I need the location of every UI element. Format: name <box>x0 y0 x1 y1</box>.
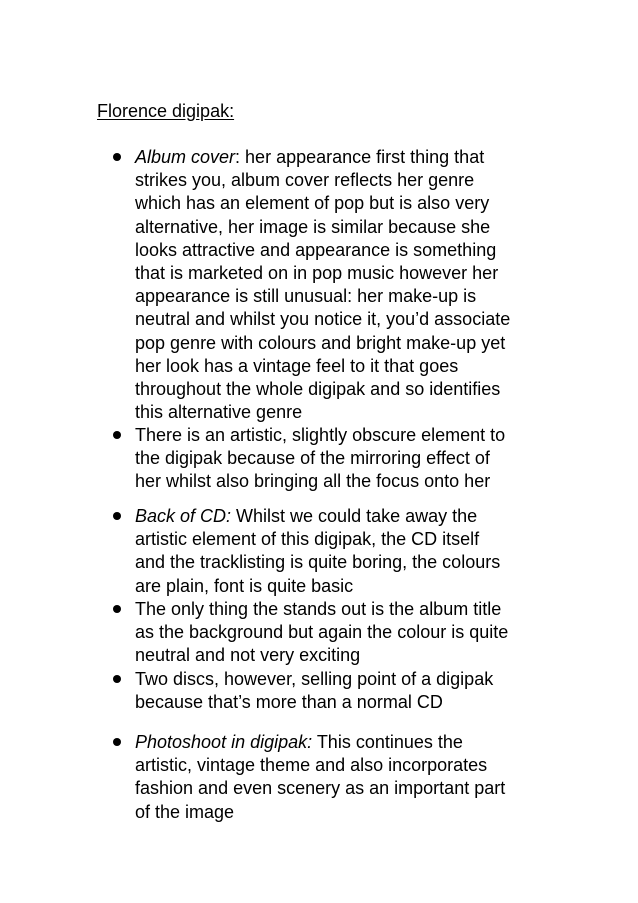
text-line: throughout the whole digipak and so identifies <box>135 378 501 399</box>
text-line: pop genre with colours and bright make-up yet <box>135 332 506 353</box>
text-line: Photoshoot in digipak: This continues the <box>135 732 463 752</box>
text-line: artistic element of this digipak, the CD itself <box>135 529 480 550</box>
text-line: that is marketed on in pop music however her <box>135 262 499 283</box>
text-line: appearance is still unusual: her make-up is <box>135 286 477 307</box>
text-line: as the background but again the colour is quite <box>135 622 509 643</box>
text-line: her whilst also bringing all the focus onto her <box>135 471 491 492</box>
text-line: and the tracklisting is quite boring, the colours <box>135 552 501 573</box>
bullet-text <box>135 731 555 824</box>
bullet-text <box>135 598 555 668</box>
text-line: There is an artistic, slightly obscure element to <box>135 425 506 445</box>
bullet-dot-icon <box>113 512 121 520</box>
text-line: strikes you, album cover reflects her genre <box>135 170 475 191</box>
bullet-text <box>135 505 555 598</box>
text-line: artistic, vintage theme and also incorporates <box>135 755 488 776</box>
text-line: of the image <box>135 801 235 822</box>
bullet-text <box>135 668 555 714</box>
text-line: neutral and not very exciting <box>135 645 361 666</box>
bullet-lead: Album cover <box>135 147 236 167</box>
text-line: this alternative genre <box>135 402 303 423</box>
text-line: Two discs, however, selling point of a digipak <box>135 669 494 689</box>
text-line: looks attractive and appearance is something <box>135 239 497 260</box>
text-line: her look has a vintage feel to it that goes <box>135 355 459 376</box>
bullet-text <box>135 146 555 424</box>
bullet-text <box>135 424 555 494</box>
bullet-dot-icon <box>113 675 121 683</box>
bullet-dot-icon <box>113 738 121 746</box>
text-line: the digipak because of the mirroring effect of <box>135 448 490 469</box>
text-line: The only thing the stands out is the album title <box>135 599 502 619</box>
bullet-lead: Photoshoot in digipak: <box>135 732 313 752</box>
bullet-dot-icon <box>113 605 121 613</box>
text-line: neutral and whilst you notice it, you’d associate <box>135 309 511 330</box>
text-line: alternative, her image is similar because she <box>135 216 491 237</box>
bullet-dot-icon <box>113 153 121 161</box>
text-line: Back of CD: Whilst we could take away the <box>135 506 478 526</box>
bullet-dot-icon <box>113 431 121 439</box>
text-line: which has an element of pop but is also very <box>135 193 490 214</box>
text-line: Album cover: her appearance first thing that <box>135 147 485 167</box>
bullet-lead: Back of CD: <box>135 506 232 526</box>
document-heading: Florence digipak: <box>97 101 235 121</box>
text-line: fashion and even scenery as an important part <box>135 778 506 799</box>
text-line: are plain, font is quite basic <box>135 575 354 596</box>
text-line: because that’s more than a normal CD <box>135 692 443 713</box>
